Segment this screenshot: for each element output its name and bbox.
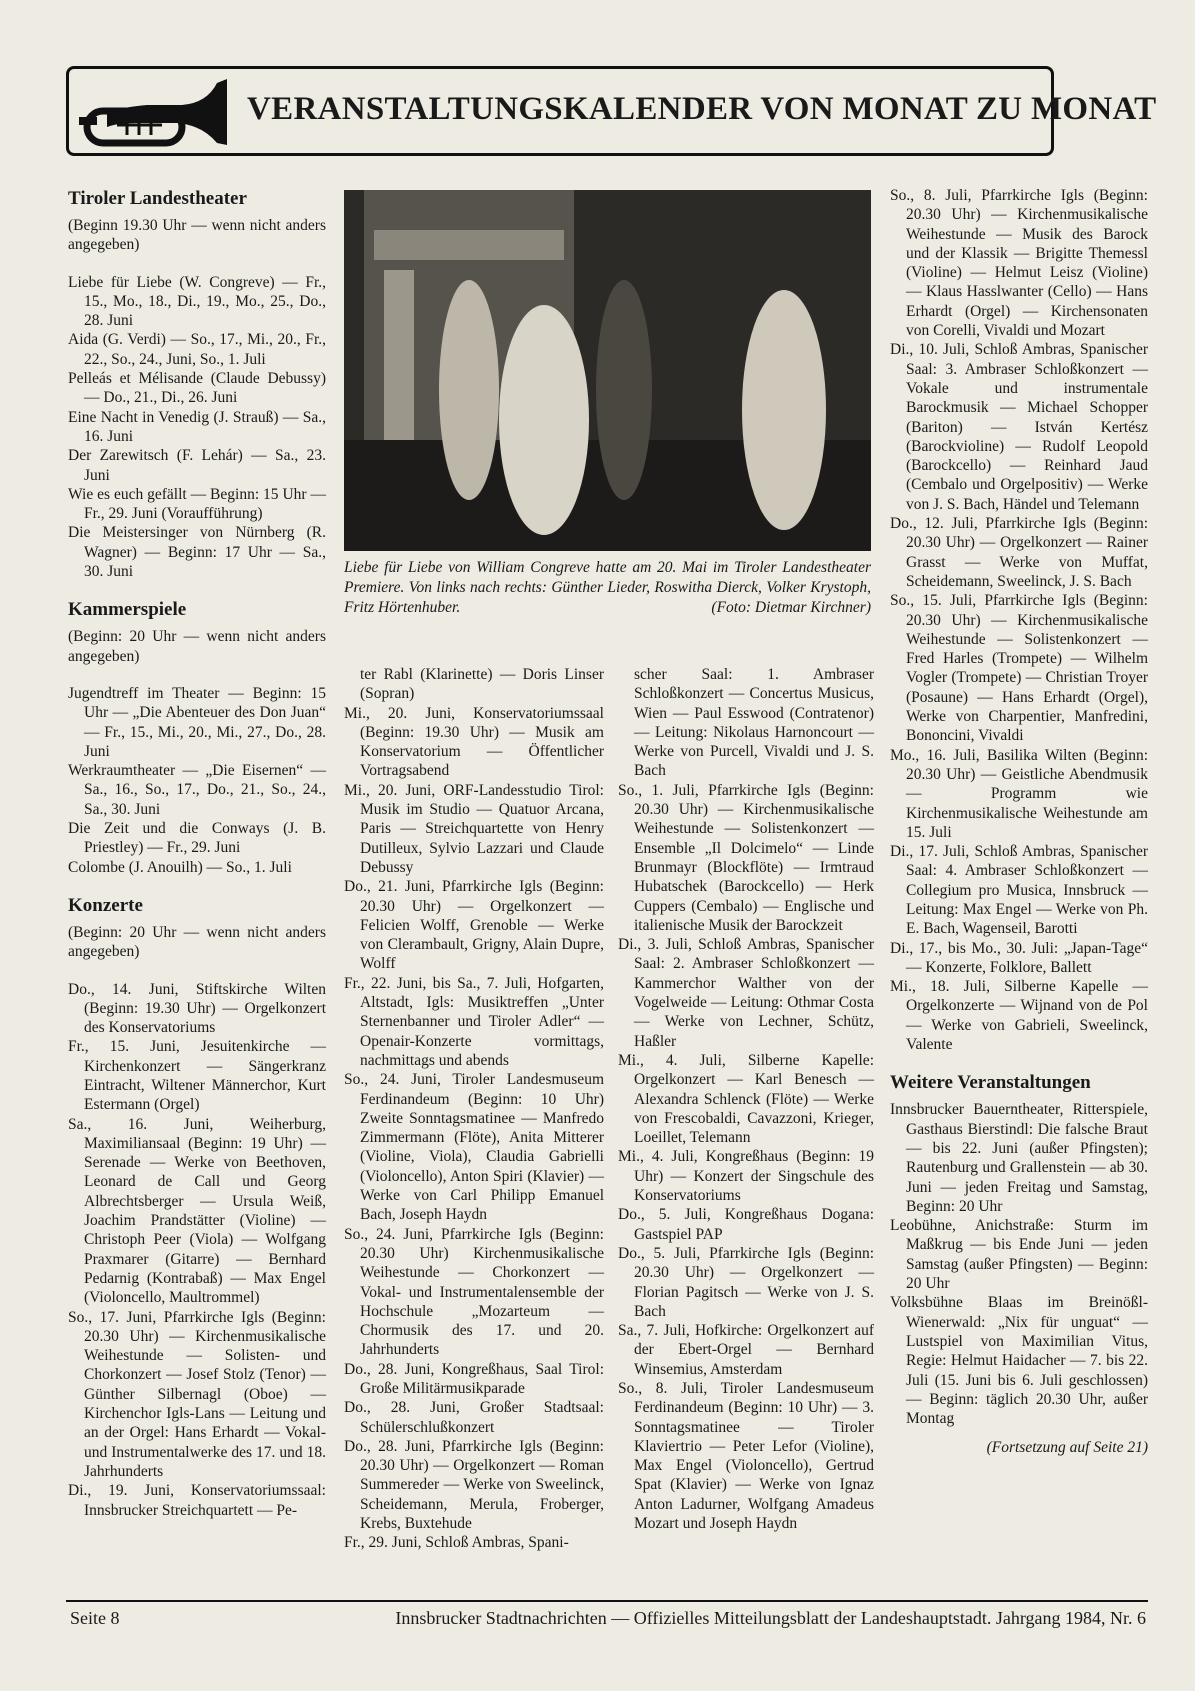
event-entry: So., 24. Juni, Pfarrkirche Igls (Beginn: 20.30 Uhr) Kirchenmusikalische Weihestunde — Chorkonzert — Vokal- und Instrumentalensemble der Hochschule „Mozarteum — Chormusik des 17. und 20. Jahrhunderts xyxy=(344,1225,604,1359)
event-entry: Volksbühne Blaas im Breinößl-Wienerwald: „Nix für unguat“ — Lustspiel von Maximilian Vitus, Regie: Helmut Haidacher — 7. bis 22. Juli (15. Juni bis 6. Juli geschlossen) — Beginn: täglich 20.30 Uhr, außer Montag xyxy=(890,1294,1148,1428)
event-entry: Mo., 16. Juli, Basilika Wilten (Beginn: 20.30 Uhr) — Geistliche Abendmusik — Programm wie Kirchenmusikalische Weihestunde am 15. Juli xyxy=(890,746,1148,841)
event-entry: Eine Nacht in Venedig (J. Strauß) — Sa., 16. Juni xyxy=(68,408,326,445)
footer-divider xyxy=(66,1600,1148,1602)
section xyxy=(68,895,326,1520)
page-title: VERANSTALTUNGSKALENDER VON MONAT ZU MONAT xyxy=(247,91,1157,127)
section xyxy=(68,599,326,877)
event-entry: Die Meistersinger von Nürnberg (R. Wagner) — Beginn: 17 Uhr — Sa., 30. Juni xyxy=(68,524,326,581)
publication-line: Innsbrucker Stadtnachrichten — Offizielles Mitteilungsblatt der Landeshauptstadt. Jahrgang 1984, Nr. 6 xyxy=(395,1608,1146,1628)
caption-text: Liebe für Liebe von William Congreve hatte am 20. Mai im Tiroler Landestheater Premiere. Von links nach rechts: Günther Lieder, Roswitha Dierck, Volker Krystoph, Fritz Hörtenhuber. xyxy=(344,559,871,616)
section-heading: Tiroler Landestheater xyxy=(68,188,247,209)
event-entry: Jugendtreff im Theater — Beginn: 15 Uhr — „Die Abenteuer des Don Juan“ — Fr., 15., Mi., 20., Mi., 27., Do., 28. Juni xyxy=(68,684,326,760)
event-entry: Mi., 4. Juli, Kongreßhaus (Beginn: 19 Uhr) — Konzert der Singschule des Konservatoriums xyxy=(618,1148,874,1205)
page-header xyxy=(66,66,1157,156)
event-entry: Mi., 18. Juli, Silberne Kapelle — Orgelkonzerte — Wijnand von de Pol — Werke von Gabrieli, Sweelinck, Valente xyxy=(890,978,1148,1054)
event-entry: Fr., 15. Juni, Jesuitenkirche — Kirchenkonzert — Sängerkranz Eintracht, Wiltener Männerchor, Kurt Estermann (Orgel) xyxy=(68,1038,326,1114)
page-footer xyxy=(70,1608,1146,1629)
section xyxy=(618,665,874,1533)
section xyxy=(890,1072,1148,1457)
event-entry: Pelleás et Mélisande (Claude Debussy) — Do., 21., Di., 26. Juni xyxy=(68,370,326,407)
section-heading: Konzerte xyxy=(68,894,143,916)
event-entry: Aida (G. Verdi) — So., 17., Mi., 20., Fr., 22., So., 24., Juni, So., 1. Juli xyxy=(68,331,326,368)
photo-credit: (Foto: Dietmar Kirchner) xyxy=(711,599,871,616)
event-entry: Di., 3. Juli, Schloß Ambras, Spanischer Saal: 2. Ambraser Schloßkonzert — Kammerchor Walther von der Vogelweide — Leitung: Othmar Costa — Werke von Lechner, Schütz, Haßler xyxy=(618,936,874,1050)
column-3 xyxy=(618,665,874,1533)
event-entry: Liebe für Liebe (W. Congreve) — Fr., 15., Mo., 18., Di., 19., Mo., 25., Do., 28. Juni xyxy=(68,273,326,330)
event-entry: Werkraumtheater — „Die Eisernen“ — Sa., 16., So., 17., Do., 21., So., 24., Sa., 30. Juni xyxy=(68,762,326,818)
section xyxy=(344,665,604,1553)
continued-note: (Fortsetzung auf Seite 21) xyxy=(986,1439,1148,1457)
event-entry: So., 17. Juni, Pfarrkirche Igls (Beginn: 20.30 Uhr) — Kirchenmusikalische Weihestunde — Solisten- und Chorkonzert — Josef Stolz (Tenor) — Günther Silbernagl (Oboe) — Kirchenchor Igls-Lans — Leitung und an der Orgel: Hans Erhardt — Vokal- und Instrumentalwerke des 17. und 18. Jahrhunderts xyxy=(68,1308,326,1480)
event-entry: Do., 12. Juli, Pfarrkirche Igls (Beginn: 20.30 Uhr) — Orgelkonzert — Rainer Grasst — Werke von Muffat, Scheidemann, Sweelinck, J. S. Bach xyxy=(890,515,1148,590)
event-entry: Di., 17. Juli, Schloß Ambras, Spanischer Saal: 4. Ambraser Schloßkonzert — Collegium pro Musica, Innsbruck — Leitung: Max Engel — Werke von Ph. E. Bach, Wagenseil, Barotti xyxy=(890,843,1148,938)
section xyxy=(68,188,326,581)
event-entry: So., 8. Juli, Tiroler Landesmuseum Ferdinandeum (Beginn: 10 Uhr) — 3. Sonntagsmatinee — Tiroler Klaviertrio — Peter Lefor (Violine), Max Engel (Violoncello), Gertrud Spat (Klavier) — Werke von Ignaz Anton Ladurner, Wolfgang Amadeus Mozart und Joseph Haydn xyxy=(618,1379,874,1533)
event-entry: Do., 21. Juni, Pfarrkirche Igls (Beginn: 20.30 Uhr) — Orgelkonzert — Felicien Wolff, Grenoble — Werke von Clerambault, Grigny, Alain Dupre, Wolff xyxy=(344,878,604,973)
tuba-icon xyxy=(77,75,237,147)
event-entry: Leobühne, Anichstraße: Sturm im Maßkrug — bis Ende Juni — jeden Samstag (außer Pfingsten) — Beginn: 20 Uhr xyxy=(890,1217,1148,1293)
event-entry: Der Zarewitsch (F. Lehár) — Sa., 23. Juni xyxy=(68,447,326,484)
event-entry: Do., 5. Juli, Pfarrkirche Igls (Beginn: 20.30 Uhr) — Orgelkonzert — Florian Pagitsch — Werke von J. S. Bach xyxy=(618,1244,874,1320)
event-entry: Do., 28. Juni, Großer Stadtsaal: Schülerschlußkonzert xyxy=(344,1399,604,1436)
event-entry: Do., 28. Juni, Pfarrkirche Igls (Beginn: 20.30 Uhr) — Orgelkonzert — Roman Summereder — Werke von Sweelinck, Scheidemann, Merula, Froberger, Krebs, Buxtehude xyxy=(344,1437,604,1533)
event-entry: Sa., 7. Juli, Hofkirche: Orgelkonzert auf der Ebert-Orgel — Bernhard Winsemius, Amsterdam xyxy=(618,1322,874,1378)
section-heading: Weitere Veranstaltungen xyxy=(890,1072,1091,1094)
event-entry: Di., 19. Juni, Konservatoriumssaal: Innsbrucker Streichquartett — Pe- xyxy=(68,1482,326,1519)
event-entry: Fr., 29. Juni, Schloß Ambras, Spani- xyxy=(344,1534,569,1552)
event-entry: Fr., 22. Juni, bis Sa., 7. Juli, Hofgarten, Altstadt, Igls: Musiktreffen „Unter Sternenbanner und Tiroler Adler“ — Openair-Konzerte vormittags, nachmittags und abends xyxy=(344,974,604,1069)
event-entry: Sa., 16. Juni, Weiherburg, Maximiliansaal (Beginn: 19 Uhr) — Serenade — Werke von Beethoven, Leonard de Call und Georg Albrechtsberger — Ursula Weiß, Joachim Prandstätter (Violine) — Christoph Peer (Viola) — Wolfgang Praxmarer (Gitarre) — Bernhard Pedarnig (Kontrabaß) — Max Engel (Violoncello, Maultrommel) xyxy=(68,1115,326,1307)
section-note: (Beginn: 20 Uhr — wenn nicht anders angegeben) xyxy=(68,923,326,961)
section-note: (Beginn: 20 Uhr — wenn nicht anders angegeben) xyxy=(68,628,326,665)
section xyxy=(890,186,1148,1054)
section-note: (Beginn 19.30 Uhr — wenn nicht anders angegeben) xyxy=(68,217,326,254)
continued-entry: ter Rabl (Klarinette) — Doris Linser (Sopran) xyxy=(360,666,604,703)
column-4 xyxy=(890,186,1148,1473)
event-entry: Mi., 20. Juni, ORF-Landesstudio Tirol: Musik im Studio — Quatuor Arcana, Paris — Streichquartette von Henry Dutilleux, Sylvio Lazzari und Claude Debussy xyxy=(344,781,604,876)
event-entry: So., 24. Juni, Tiroler Landesmuseum Ferdinandeum (Beginn: 10 Uhr) Zweite Sonntagsmatinee — Manfredo Zimmermann (Flöte), Anita Mitterer (Violine, Viola), Claudia Gabrielli (Violoncello), Anton Spiri (Klavier) — Werke von Carl Philipp Emanuel Bach, Joseph Haydn xyxy=(344,1071,604,1224)
event-entry: So., 8. Juli, Pfarrkirche Igls (Beginn: 20.30 Uhr) — Kirchenmusikalische Weihestunde — Musik des Barock und der Klassik — Brigitte Themessl (Violine) — Helmut Leisz (Violine) — Klaus Hasslwanter (Cello) — Hans Erhardt (Orgel) — Kirchensonaten von Corelli, Vivaldi und Mozart xyxy=(890,187,1148,340)
event-entry: Do., 14. Juni, Stiftskirche Wilten (Beginn: 19.30 Uhr) — Orgelkonzert des Konservatoriums xyxy=(68,980,326,1037)
event-entry: Colombe (J. Anouilh) — So., 1. Juli xyxy=(68,858,292,876)
event-entry: Wie es euch gefällt — Beginn: 15 Uhr — Fr., 29. Juni (Voraufführung) xyxy=(68,485,326,523)
column-2 xyxy=(344,665,604,1553)
continued-entry: scher Saal: 1. Ambraser Schloßkonzert — Concertus Musicus, Wien — Paul Esswood (Contratenor) — Leitung: Nikolaus Harnoncourt — Werke von Purcell, Vivaldi und J. S. Bach xyxy=(634,666,874,780)
event-entry: So., 15. Juli, Pfarrkirche Igls (Beginn: 20.30 Uhr) — Kirchenmusikalische Weihestunde — Solistenkonzert — Fred Harles (Trompete) — Wilhelm Vogler (Trompete) — Christian Troyer (Posaune) — Hans Erhardt (Orgel), Werke von Charpentier, Manfredini, Bononcini, Vivaldi xyxy=(890,592,1148,745)
section-heading: Kammerspiele xyxy=(68,599,187,621)
event-entry: So., 1. Juli, Pfarrkirche Igls (Beginn: 20.30 Uhr) — Kirchenmusikalische Weihestunde — Solistenkonzert — Ensemble „Il Dolcimelo“ — Linde Brunmayr (Blockflöte) — Irmtraud Hubatschek (Barockcello) — Herk Cuppers (Cembalo) — Englische und italienische Musik der Barockzeit xyxy=(618,781,874,934)
column-1 xyxy=(68,188,326,1520)
event-entry: Die Zeit und die Conways (J. B. Priestley) — Fr., 29. Juni xyxy=(68,820,326,857)
photo-caption xyxy=(344,558,871,618)
event-entry: Di., 10. Juli, Schloß Ambras, Spanischer Saal: 3. Ambraser Schloßkonzert — Vokale und instrumentale Barockmusik — Michael Schopper (Bariton) — István Kertész (Barockvioline) — Rudolf Leopold (Barockcello) — Reinhard Jaud (Cembalo und Orgelpositiv) — Werke von J. S. Bach, Händel und Telemann xyxy=(890,341,1148,513)
event-entry: Mi., 4. Juli, Silberne Kapelle: Orgelkonzert — Karl Benesch — Alexandra Schlenck (Flöte) — Werke von Frescobaldi, Cavazzoni, Krieger, Loeillet, Telemann xyxy=(618,1051,874,1147)
theater-photo xyxy=(344,190,871,551)
page-number: Seite 8 xyxy=(70,1608,120,1628)
event-entry: Innsbrucker Bauerntheater, Ritterspiele, Gasthaus Bierstindl: Die falsche Braut — bis 22. Juni (außer Pfingsten); Rautenburg und Grallenstein — ab 30. Juni — jeden Freitag und Samstag, Beginn: 20 Uhr xyxy=(890,1101,1148,1215)
event-entry: Mi., 20. Juni, Konservatoriumssaal (Beginn: 19.30 Uhr) — Musik am Konservatorium — Öffentlicher Vortragsabend xyxy=(344,704,604,780)
event-entry: Do., 5. Juli, Kongreßhaus Dogana: Gastspiel PAP xyxy=(618,1206,874,1243)
event-entry: Di., 17., bis Mo., 30. Juli: „Japan-Tage“ — Konzerte, Folklore, Ballett xyxy=(890,939,1148,976)
event-entry: Do., 28. Juni, Kongreßhaus, Saal Tirol: Große Militärmusikparade xyxy=(344,1360,604,1397)
